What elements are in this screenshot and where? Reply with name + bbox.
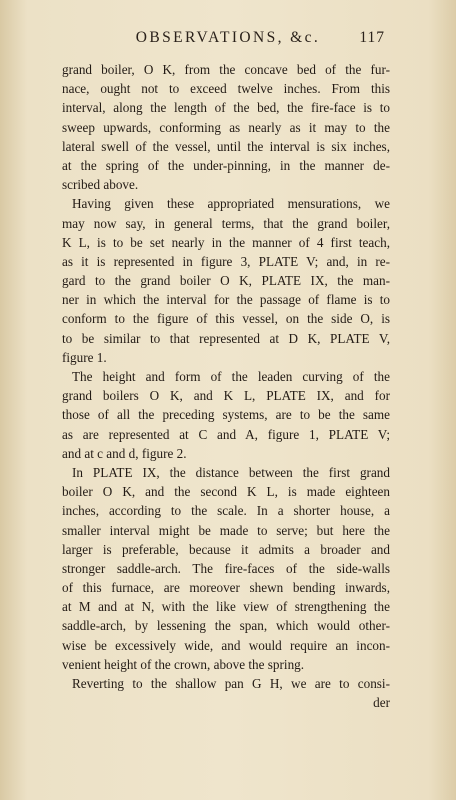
text-line: larger is preferable, because it admits a broader and [62,541,390,557]
text-line: and at c and d, figure 2. [62,445,187,461]
text-line: The height and form of the leaden curving of the [72,369,390,384]
text-line: scribed above. [62,177,139,193]
text-line: venient height of the crown, above the spring. [62,656,305,672]
text-line: wise be excessively wide, and would require an incon- [62,637,390,653]
text-line: saddle-arch, by lessening the span, which would other- [62,618,390,634]
text-line: smaller interval might be made to serve; but here the [62,522,390,538]
text-line: as it is represented in figure 3, PLATE V; and, in re- [62,253,390,269]
page-number: 117 [359,29,385,46]
text-line: grand boiler, O K, from the concave bed of the fur- [62,62,390,77]
text-line: figure 1. [62,349,107,365]
running-head: OBSERVATIONS, &c. [135,29,321,46]
body-text [62,60,390,712]
text-line: as are represented at C and A, figure 1, PLATE V; [62,426,390,442]
text-line: may now say, in general terms, that the grand boiler, [62,215,390,231]
text-line: those of all the preceding systems, are to be the same [62,407,390,423]
text-line: gard to the grand boiler O K, PLATE IX, the man- [62,273,390,289]
text-line: grand boilers O K, and K L, PLATE IX, and for [62,388,390,404]
text-line: interval, along the length of the bed, the fire-face is to [62,100,390,116]
text-line: nace, ought not to exceed twelve inches. From this [62,81,390,97]
text-line: conform to the figure of this vessel, on the side O, is [62,311,390,327]
text-line: of this furnace, are moreover shewn bending inwards, [62,580,390,596]
text-line: Having given these appropriated mensurations, we [72,196,390,212]
page-header [0,29,456,55]
text-line: lateral swell of the vessel, until the interval is six inches, [62,138,390,154]
text-line: sweep upwards, conforming as nearly as it may to the [62,119,390,135]
text-line: boiler O K, and the second K L, is made eighteen [62,484,390,500]
text-line: der [373,695,390,711]
text-line: Reverting to the shallow pan G H, we are to consi- [72,676,390,691]
text-line: to be similar to that represented at D K, PLATE V, [62,330,390,346]
text-line: In PLATE IX, the distance between the first grand [72,464,390,480]
text-line: ner in which the interval for the passage of flame is to [62,292,390,308]
text-line: at M and at N, with the like view of strengthening the [62,599,390,615]
text-line: K L, is to be set nearly in the manner of 4 first teach, [62,234,390,250]
text-line: inches, according to the scale. In a shorter house, a [62,503,390,519]
text-line: at the spring of the under-pinning, in the manner de- [62,157,390,173]
text-line: stronger saddle-arch. The fire-faces of the side-walls [62,560,390,576]
